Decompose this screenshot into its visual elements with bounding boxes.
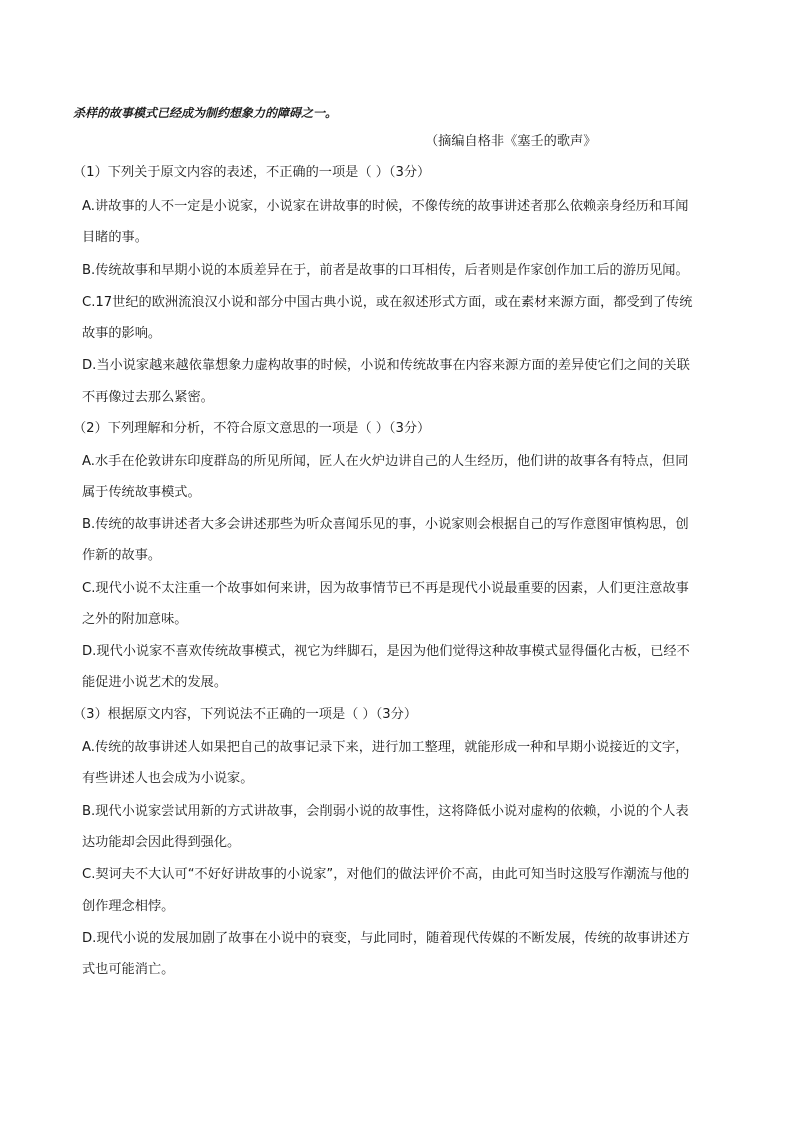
question-3-stem: （3）根据原文内容，下列说法不正确的一项是（ ）（3分） — [73, 707, 418, 722]
q3-option-d-line-1: D.现代小说的发展加剧了故事在小说中的衰变，与此同时，随着现代传媒的不断发展，传统的故事讲述方 — [82, 931, 690, 946]
q3-option-a-line-2: 有些讲述人也会成为小说家。 — [82, 771, 254, 786]
source-attribution: （摘编自格非《塞壬的歌声》 — [425, 134, 597, 149]
q3-option-b-line-2: 达功能却会因此得到强化。 — [82, 835, 241, 850]
q1-option-c-line-2: 故事的影响。 — [82, 326, 162, 341]
q2-option-c-line-2: 之外的附加意味。 — [82, 612, 188, 627]
q1-option-d-line-1: D.当小说家越来越依靠想象力虚构故事的时候，小说和传统故事在内容来源方面的差异使它们之间的关联 — [82, 358, 690, 373]
q2-option-c-line-1: C.现代小说不太注重一个故事如何来讲，因为故事情节已不再是现代小说最重要的因素，人们更注意故事 — [82, 581, 689, 596]
q3-option-d-line-2: 式也可能消亡。 — [82, 962, 175, 977]
q2-option-d-line-2: 能促进小说艺术的发展。 — [82, 675, 228, 690]
q1-option-a-line-2: 目睹的事。 — [82, 230, 148, 245]
q1-option-d-line-2: 不再像过去那么紧密。 — [82, 390, 214, 405]
question-2-stem: （2）下列理解和分析，不符合原文意思的一项是（ ）（3分） — [73, 421, 431, 436]
q2-option-a-line-1: A.水手在伦敦讲东印度群岛的所见所闻，匠人在火炉边讲自己的人生经历，他们讲的故事各有特点，但同 — [82, 454, 689, 469]
q3-option-c-line-1: C.契诃夫不大认可“不好好讲故事的小说家”，对他们的做法评价不高，由此可知当时这股写作潮流与他的 — [82, 867, 690, 882]
q2-option-d-line-1: D.现代小说家不喜欢传统故事模式，视它为绊脚石，是因为他们觉得这种故事模式显得僵化古板，已经不 — [82, 644, 690, 659]
q1-option-b-line-1: B.传统故事和早期小说的本质差异在于，前者是故事的口耳相传，后者则是作家创作加工后的游历见闻。 — [82, 263, 689, 278]
q1-option-a-line-1: A.讲故事的人不一定是小说家，小说家在讲故事的时候，不像传统的故事讲述者那么依赖亲身经历和耳闻 — [82, 199, 689, 214]
question-1-stem: （1）下列关于原文内容的表述，不正确的一项是（ ）（3分） — [73, 165, 431, 180]
q2-option-a-line-2: 属于传统故事模式。 — [82, 485, 201, 500]
q3-option-b-line-1: B.现代小说家尝试用新的方式讲故事，会削弱小说的故事性，这将降低小说对虚构的依赖，小说的个人表 — [82, 804, 689, 819]
q3-option-c-line-2: 创作理念相悖。 — [82, 899, 175, 914]
q1-option-c-line-1: C.17世纪的欧洲流浪汉小说和部分中国古典小说，或在叙述形式方面，或在素材来源方面，都受到了传统 — [82, 295, 693, 310]
intro-continuation: 杀样的故事模式已经成为制约想象力的障碍之一。 — [73, 106, 338, 120]
q3-option-a-line-1: A.传统的故事讲述人如果把自己的故事记录下来，进行加工整理，就能形成一种和早期小说接近的文字， — [82, 740, 689, 755]
q2-option-b-line-1: B.传统的故事讲述者大多会讲述那些为听众喜闻乐见的事，小说家则会根据自己的写作意图审慎构思，创 — [82, 517, 689, 532]
q2-option-b-line-2: 作新的故事。 — [82, 548, 162, 563]
